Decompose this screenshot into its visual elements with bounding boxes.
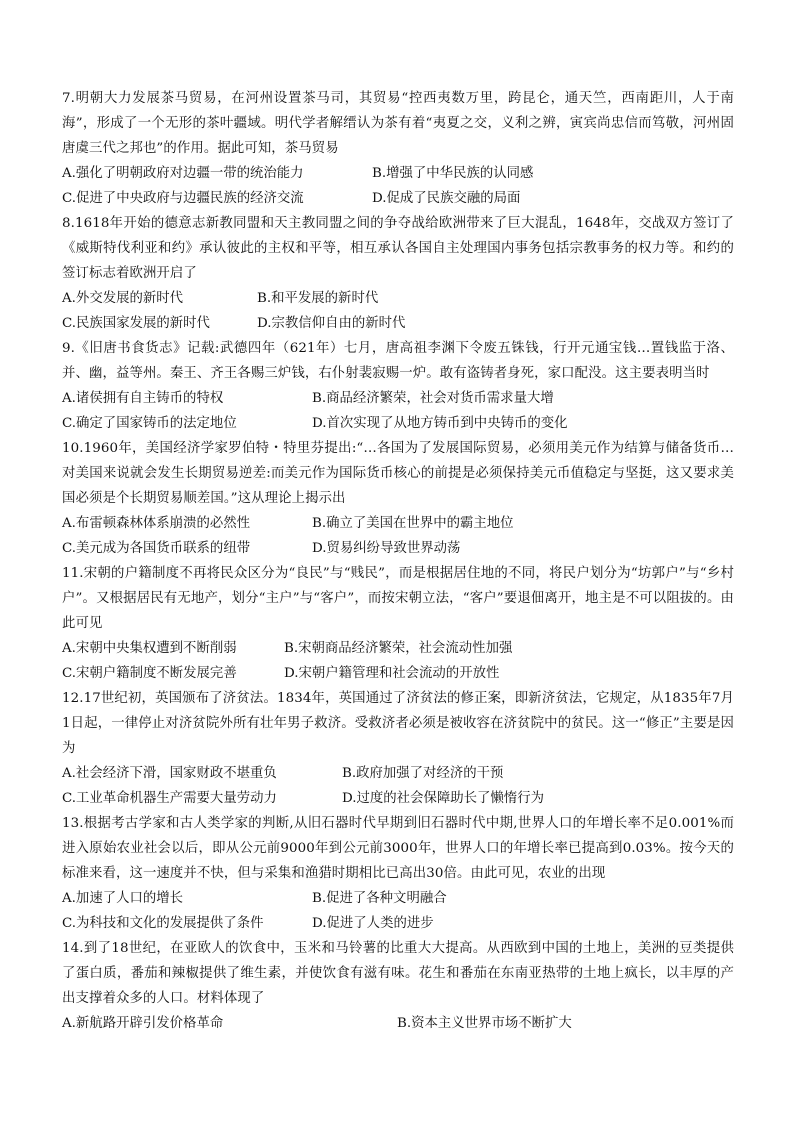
- option-a[interactable]: A.宋朝中央集权遭到不断削弱: [62, 641, 237, 656]
- option-row: [62, 636, 734, 661]
- option-d[interactable]: D.宋朝户籍管理和社会流动的开放性: [284, 666, 500, 681]
- option-c[interactable]: C.宋朝户籍制度不断发展完善: [62, 666, 237, 681]
- question-7: [62, 86, 734, 211]
- option-c[interactable]: C.确定了国家铸币的法定地位: [62, 416, 237, 431]
- option-b[interactable]: B.商品经济繁荣，社会对货币需求量大增: [312, 391, 554, 406]
- option-row: [62, 886, 734, 911]
- option-row: [62, 511, 734, 536]
- question-stem: 13.根据考古学家和古人类学家的判断,从旧石器时代早期到旧石器时代中期,世界人口的年增长率不足0.001%而进入原始农业社会以后，即从公元前9000年到公元前3000年，世界人口的年增长率已提高到0.03%。按今天的标准来看，这一速度并不快，但与采集和渔猎时期相比已高出30倍。由此可见，农业的出现: [62, 816, 734, 881]
- option-b[interactable]: B.和平发展的新时代: [257, 291, 379, 306]
- question-stem: 9.《旧唐书食货志》记载:武德四年（621年）七月，唐高祖李渊下令废五铢钱，行开元通宝钱…置钱监于洛、并、幽，益等州。秦王、齐王各赐三炉钱，右仆射裴寂赐一炉。敢有盗铸者身死，家口配没。这主要表明当时: [62, 341, 734, 381]
- option-a[interactable]: A.诸侯拥有自主铸币的特权: [62, 391, 224, 406]
- option-d[interactable]: D.首次实现了从地方铸币到中央铸币的变化: [312, 416, 568, 431]
- option-row: [62, 1011, 734, 1036]
- option-a[interactable]: A.社会经济下滑，国家财政不堪重负: [62, 766, 277, 781]
- question-14: [62, 936, 734, 1036]
- option-a[interactable]: A.布雷顿森林体系崩溃的必然性: [62, 516, 251, 531]
- option-c[interactable]: C.促进了中央政府与边疆民族的经济交流: [62, 191, 304, 206]
- option-b[interactable]: B.资本主义世界市场不断扩大: [397, 1016, 572, 1031]
- option-a[interactable]: A.加速了人口的增长: [62, 891, 184, 906]
- option-b[interactable]: B.促进了各种文明融合: [312, 891, 447, 906]
- question-stem: 14.到了18世纪，在亚欧人的饮食中，玉米和马铃薯的比重大大提高。从西欧到中国的土地上，美洲的豆类提供了蛋白质，番茄和辣椒提供了维生素，并使饮食有滋有味。花生和番茄在东南亚热带的土地上疯长，以丰厚的产出支撑着众多的人口。材料体现了: [62, 941, 734, 1006]
- question-12: [62, 686, 734, 811]
- option-c[interactable]: C.为科技和文化的发展提供了条件: [62, 916, 264, 931]
- option-a[interactable]: A.强化了明朝政府对边疆一带的统治能力: [62, 166, 304, 181]
- question-11: [62, 561, 734, 686]
- option-b[interactable]: B.政府加强了对经济的干预: [342, 766, 504, 781]
- question-9: [62, 336, 734, 436]
- question-stem: 7.明朝大力发展茶马贸易，在河州设置茶马司，其贸易“控西夷数万里，跨昆仑，通天竺，西南距川，人于南海”，形成了一个无形的茶叶疆域。明代学者解缙认为茶有着“夷夏之交，义利之辨，寅宾尚忠信而笃敬，河州固唐虞三代之邦也”的作用。据此可知，茶马贸易: [62, 91, 734, 156]
- option-c[interactable]: C.工业革命机器生产需要大量劳动力: [62, 791, 277, 806]
- question-stem: 11.宋朝的户籍制度不再将民众区分为“良民”与“贱民”，而是根据居住地的不同，将民户划分为“坊郭户”与“乡村户”。又根据居民有无地产，划分“主户”与“客户”，而按宋朝立法，“客户”要退佃离开，地主是不可以阻拔的。由此可见: [62, 566, 734, 631]
- option-row: [62, 386, 734, 411]
- question-13: [62, 811, 734, 936]
- option-a[interactable]: A.新航路开辟引发价格革命: [62, 1016, 224, 1031]
- option-row: [62, 311, 734, 336]
- option-d[interactable]: D.贸易纠纷导致世界动荡: [312, 541, 461, 556]
- option-row: [62, 911, 734, 936]
- question-stem: 8.1618年开始的德意志新教同盟和天主教同盟之间的争夺战给欧洲带来了巨大混乱，1648年，交战双方签订了《威斯特伐利亚和约》承认彼此的主权和平等，相互承认各国自主处理国内事务包括宗教事务的权力等。和约的签订标志着欧洲开启了: [62, 216, 734, 281]
- option-b[interactable]: B.确立了美国在世界中的霸主地位: [312, 516, 514, 531]
- option-d[interactable]: D.促进了人类的进步: [312, 916, 434, 931]
- question-8: [62, 211, 734, 336]
- option-d[interactable]: D.宗教信仰自由的新时代: [257, 316, 406, 331]
- exam-page: [62, 86, 734, 1036]
- option-row: [62, 536, 734, 561]
- option-b[interactable]: B.宋朝商品经济繁荣，社会流动性加强: [284, 641, 513, 656]
- option-c[interactable]: C.美元成为各国货币联系的纽带: [62, 541, 251, 556]
- option-d[interactable]: D.促成了民族交融的局面: [372, 191, 521, 206]
- option-row: [62, 286, 734, 311]
- option-row: [62, 786, 734, 811]
- option-row: [62, 661, 734, 686]
- option-row: [62, 411, 734, 436]
- question-stem: 12.17世纪初，英国颁布了济贫法。1834年，英国通过了济贫法的修正案，即新济贫法，它规定，从1835年7月1日起，一律停止对济贫院外所有壮年男子救济。受救济者必须是被收容在济贫院中的贫民。这一“修正”主要是因为: [62, 691, 734, 756]
- option-d[interactable]: D.过度的社会保障助长了懒惰行为: [342, 791, 544, 806]
- option-row: [62, 186, 734, 211]
- option-row: [62, 761, 734, 786]
- question-10: [62, 436, 734, 561]
- option-row: [62, 161, 734, 186]
- question-stem: 10.1960年，美国经济学家罗伯特・特里芬提出:“…各国为了发展国际贸易，必须用美元作为结算与储备货币…对美国来说就会发生长期贸易逆差:而美元作为国际货币核心的前提是必须保持美元币值稳定与坚挺，这又要求美国必须是个长期贸易顺差国。”这从理论上揭示出: [62, 441, 734, 506]
- option-b[interactable]: B.增强了中华民族的认同感: [372, 166, 534, 181]
- option-a[interactable]: A.外交发展的新时代: [62, 291, 184, 306]
- option-c[interactable]: C.民族国家发展的新时代: [62, 316, 210, 331]
